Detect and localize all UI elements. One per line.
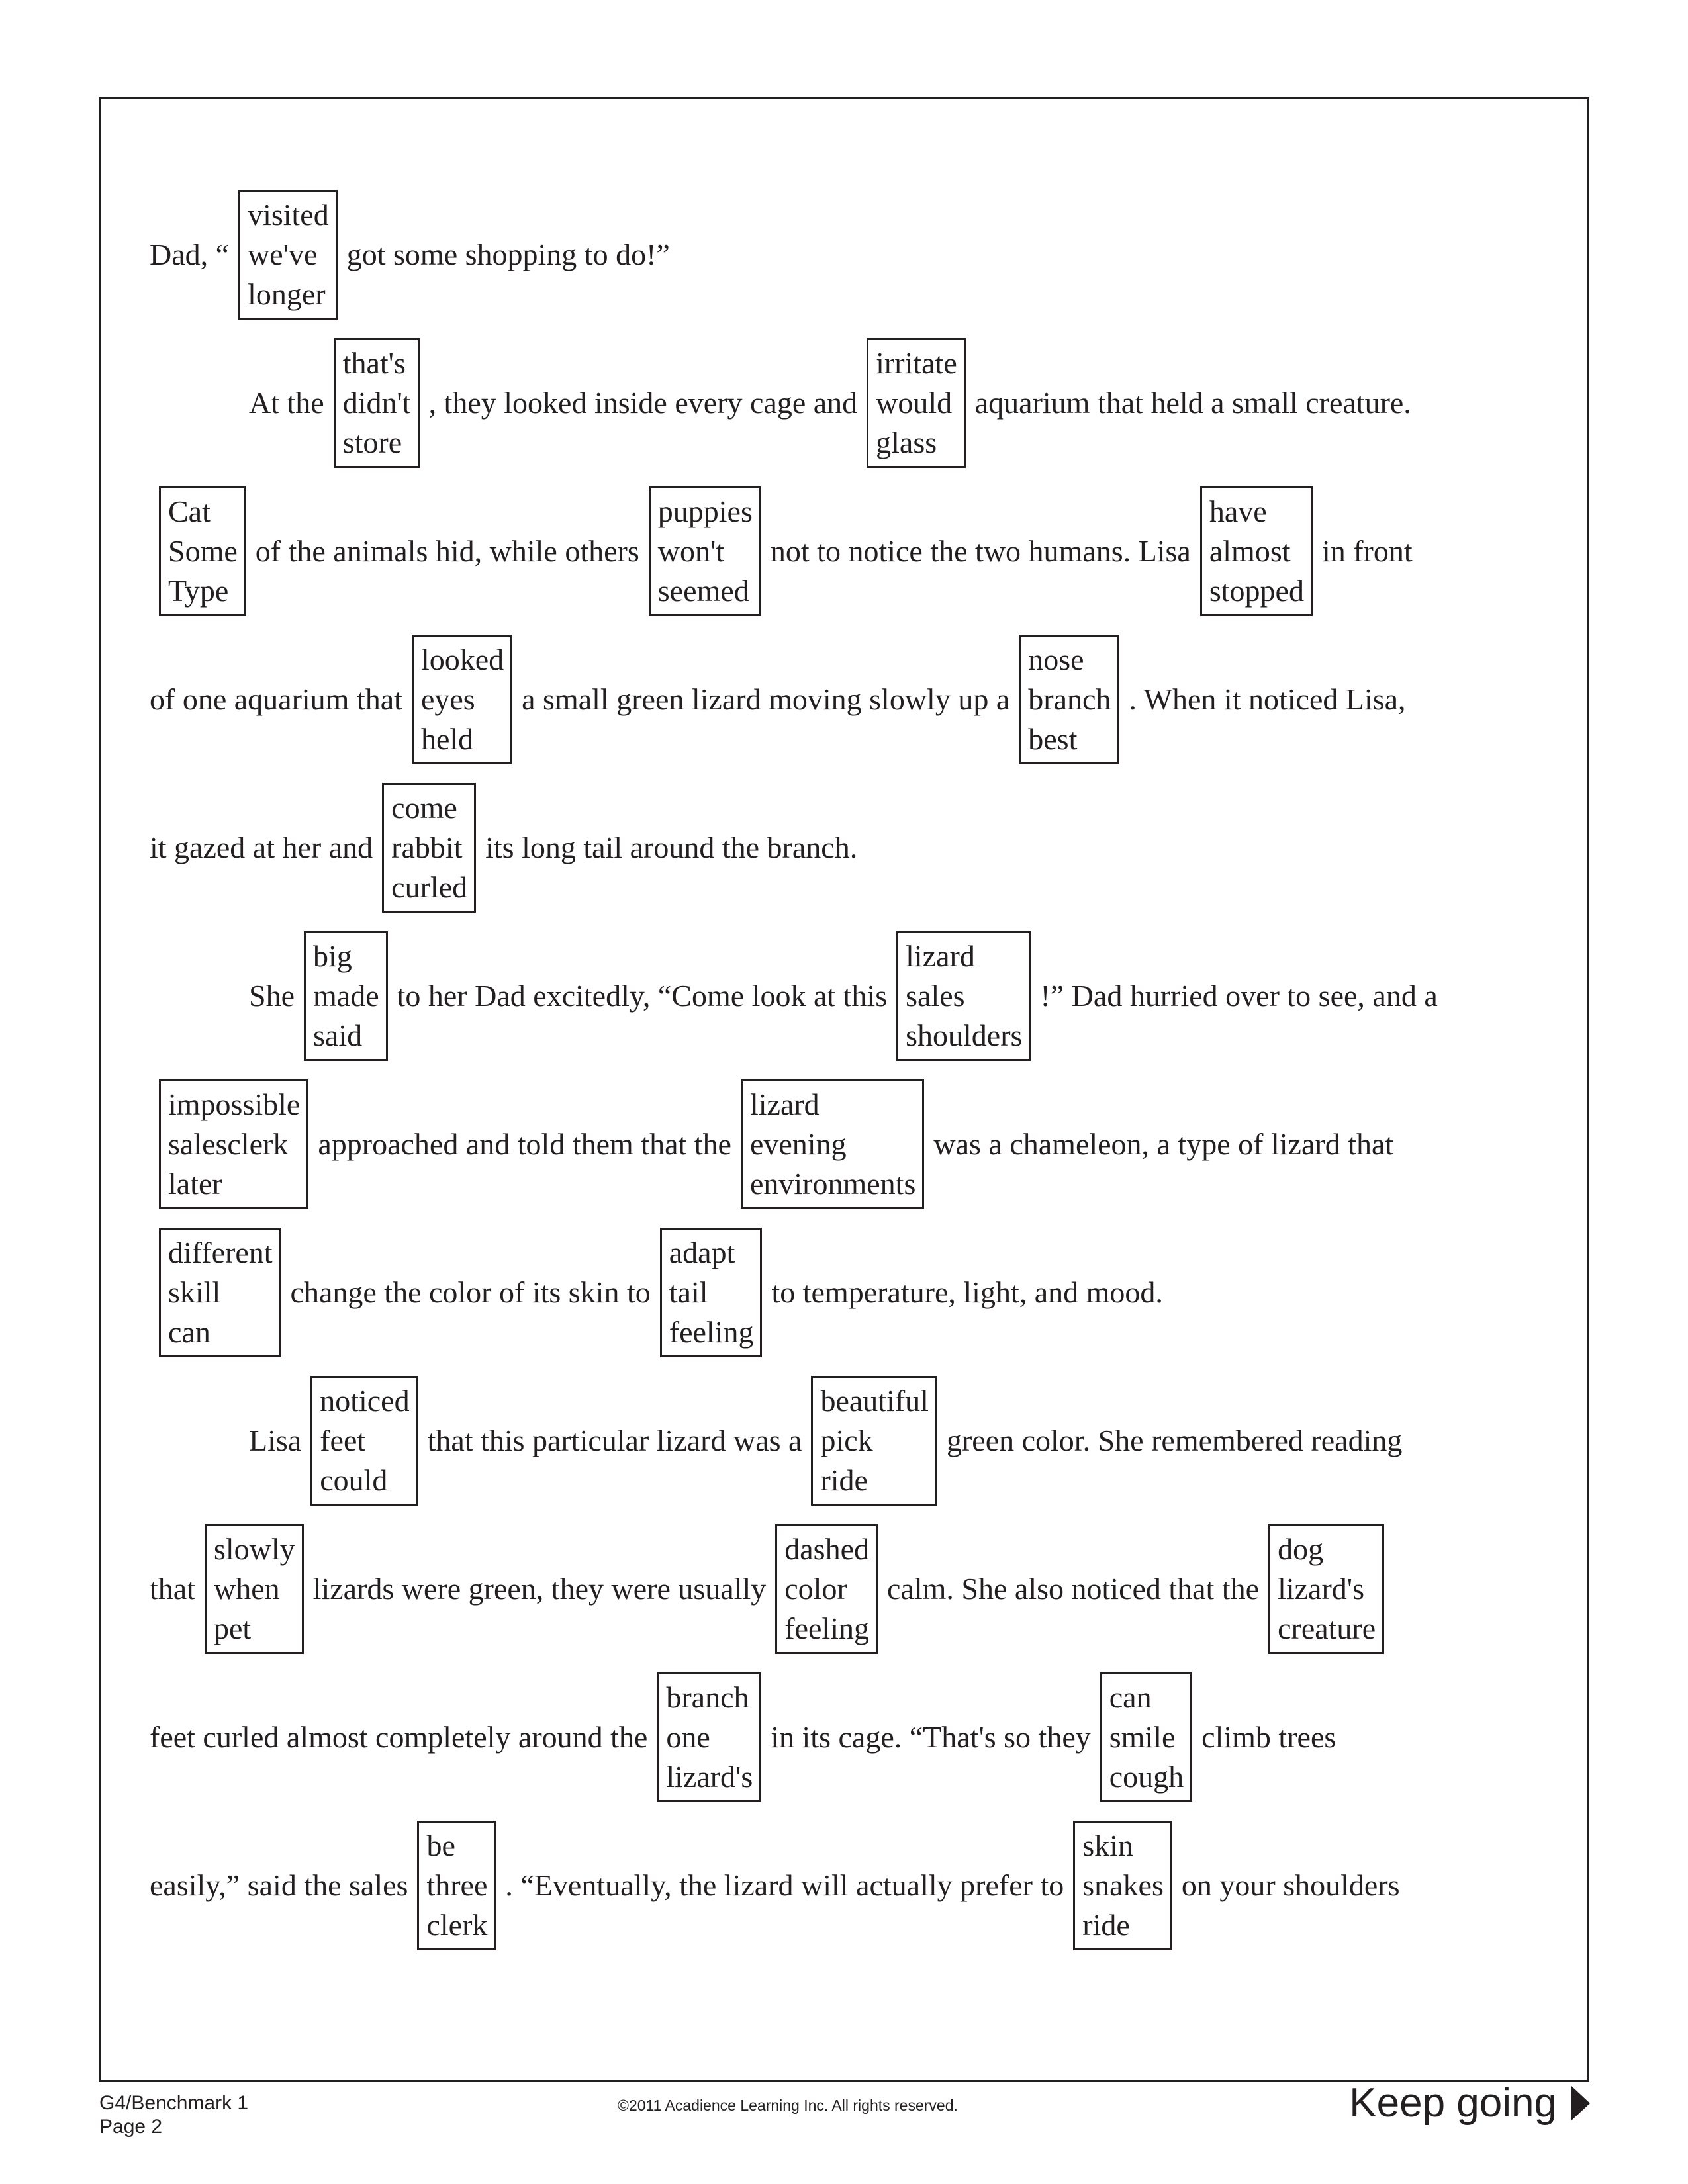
maze-choice-option[interactable]: be [426, 1829, 455, 1862]
maze-choice-box[interactable] [1073, 1821, 1172, 1950]
maze-choice-option[interactable]: held [420, 722, 474, 756]
maze-choice-option[interactable]: feet [320, 1424, 366, 1457]
passage-line [150, 783, 857, 913]
maze-choice-option[interactable]: lizard's [1278, 1572, 1364, 1606]
maze-choice-option[interactable]: lizard's [666, 1760, 753, 1794]
maze-choice-option[interactable]: puppies [657, 494, 753, 528]
maze-choice-option[interactable]: big [313, 939, 352, 973]
maze-choice-option[interactable]: come [391, 791, 457, 825]
maze-choice-option[interactable]: lizard [749, 1087, 820, 1121]
maze-choice-box[interactable] [1100, 1672, 1192, 1802]
passage-text: . When it noticed Lisa, [1129, 682, 1406, 716]
passage-text: it gazed at her and [150, 831, 373, 864]
maze-choice-option[interactable]: eyes [420, 682, 475, 716]
maze-choice-option[interactable]: dashed [784, 1532, 870, 1566]
maze-choice-option[interactable]: said [313, 1019, 363, 1052]
maze-choice-option[interactable]: later [168, 1167, 222, 1201]
maze-choice-option[interactable]: Some [168, 534, 238, 568]
maze-choice-box[interactable] [334, 338, 420, 468]
maze-choice-box[interactable] [412, 635, 512, 764]
maze-choice-box[interactable] [775, 1524, 878, 1654]
passage-text: Dad, “ [150, 238, 230, 271]
maze-choice-box[interactable] [417, 1821, 496, 1950]
passage-text: its long tail around the branch. [485, 831, 858, 864]
keep-going-indicator [1349, 2079, 1590, 2126]
maze-choice-option[interactable]: won't [657, 534, 725, 568]
maze-choice-option[interactable]: when [213, 1572, 280, 1606]
maze-choice-option[interactable]: longer [248, 277, 326, 311]
passage-line [150, 1821, 1400, 1950]
maze-choice-box[interactable] [741, 1079, 924, 1209]
page-number: Page 2 [99, 2116, 163, 2138]
maze-choice-option[interactable]: skin [1082, 1829, 1133, 1862]
maze-choice-option[interactable]: rabbit [391, 831, 463, 864]
maze-choice-option[interactable]: cough [1109, 1760, 1184, 1794]
maze-choice-option[interactable]: can [1109, 1680, 1152, 1714]
maze-choice-option[interactable]: smile [1109, 1720, 1176, 1754]
maze-choice-option[interactable]: seemed [657, 574, 749, 608]
passage-text: easily,” said the sales [150, 1868, 408, 1902]
maze-choice-box[interactable] [867, 338, 966, 468]
passage-line [150, 190, 670, 320]
maze-choice-option[interactable]: noticed [320, 1384, 410, 1418]
maze-choice-option[interactable]: dog [1278, 1532, 1324, 1566]
maze-choice-option[interactable]: beautiful [820, 1384, 929, 1418]
passage-text: lizards were green, they were usually [312, 1572, 767, 1606]
maze-choice-option[interactable]: that's [342, 346, 406, 380]
maze-choice-option[interactable]: clerk [426, 1908, 488, 1942]
maze-choice-box[interactable] [159, 486, 246, 616]
maze-choice-option[interactable]: tail [669, 1275, 708, 1309]
maze-choice-option[interactable]: have [1209, 494, 1267, 528]
maze-choice-option[interactable]: skill [168, 1275, 221, 1309]
maze-choice-option[interactable]: salesclerk [168, 1127, 289, 1161]
passage-text: climb trees [1201, 1720, 1336, 1754]
maze-choice-option[interactable]: curled [391, 870, 468, 904]
maze-choice-option[interactable]: made [313, 979, 379, 1013]
passage-text: She [249, 979, 295, 1013]
maze-choice-option[interactable]: evening [749, 1127, 847, 1161]
maze-choice-option[interactable]: can [168, 1315, 211, 1349]
maze-choice-option[interactable]: nose [1028, 643, 1084, 676]
maze-choice-option[interactable]: creature [1278, 1612, 1376, 1645]
passage-text: that this particular lizard was a [427, 1424, 802, 1457]
maze-choice-box[interactable] [205, 1524, 304, 1654]
passage-text: got some shopping to do!” [346, 238, 670, 271]
passage-text: a small green lizard moving slowly up a [522, 682, 1010, 716]
passage-line [249, 1376, 1402, 1506]
maze-choice-option[interactable]: glass [876, 426, 937, 459]
passage-text: was a chameleon, a type of lizard that [933, 1127, 1394, 1161]
maze-choice-box[interactable] [238, 190, 338, 320]
passage-text: . “Eventually, the lizard will actually prefer to [505, 1868, 1064, 1902]
keep-going-label: Keep going [1349, 2080, 1557, 2126]
maze-choice-box[interactable] [1019, 635, 1119, 764]
maze-choice-box[interactable] [896, 931, 1031, 1061]
passage-text: Lisa [249, 1424, 302, 1457]
passage-line [150, 1079, 1393, 1209]
maze-choice-option[interactable]: sales [906, 979, 965, 1013]
maze-choice-option[interactable]: shoulders [906, 1019, 1023, 1052]
copyright-notice: ©2011 Acadience Learning Inc. All rights reserved. [618, 2097, 958, 2114]
passage-text: to her Dad excitedly, “Come look at this [397, 979, 888, 1013]
maze-choice-option[interactable]: irritate [876, 346, 957, 380]
maze-choice-option[interactable]: didn't [342, 386, 411, 420]
maze-choice-box[interactable] [657, 1672, 761, 1802]
maze-choice-option[interactable]: ride [1082, 1908, 1130, 1942]
maze-choice-option[interactable]: impossible [168, 1087, 301, 1121]
maze-choice-option[interactable]: Type [168, 574, 229, 608]
maze-choice-option[interactable]: one [666, 1720, 710, 1754]
maze-choice-option[interactable]: could [320, 1463, 388, 1497]
maze-choice-option[interactable]: feeling [784, 1612, 869, 1645]
passage-line [249, 931, 1438, 1061]
passage-text: calm. She also noticed that the [887, 1572, 1260, 1606]
footer-form-info [99, 2091, 248, 2139]
maze-choice-box[interactable] [1200, 486, 1313, 616]
maze-choice-option[interactable]: Cat [168, 494, 211, 528]
maze-choice-option[interactable]: feeling [669, 1315, 754, 1349]
maze-choice-option[interactable]: color [784, 1572, 847, 1606]
maze-choice-option[interactable]: pet [213, 1612, 252, 1645]
passage-text: in its cage. “That's so they [771, 1720, 1091, 1754]
passage-line [150, 1228, 1163, 1357]
form-id: G4/Benchmark 1 [99, 2092, 249, 2114]
maze-choice-option[interactable]: environments [749, 1167, 916, 1201]
passage-text: approached and told them that the [318, 1127, 731, 1161]
maze-choice-option[interactable]: store [342, 426, 402, 459]
maze-choice-option[interactable]: pick [820, 1424, 873, 1457]
passage-text: on your shoulders [1181, 1868, 1400, 1902]
maze-choice-option[interactable]: looked [420, 643, 504, 676]
maze-choice-box[interactable] [811, 1376, 937, 1506]
passage-text: , they looked inside every cage and [428, 386, 858, 420]
maze-choice-box[interactable] [382, 783, 476, 913]
passage-text: that [150, 1572, 195, 1606]
maze-choice-option[interactable]: adapt [669, 1236, 735, 1269]
maze-choice-box[interactable] [649, 486, 761, 616]
passage-text: aquarium that held a small creature. [974, 386, 1411, 420]
maze-choice-box[interactable] [159, 1228, 281, 1357]
maze-choice-box[interactable] [310, 1376, 418, 1506]
passage-text: At the [249, 386, 324, 420]
maze-choice-option[interactable]: best [1028, 722, 1078, 756]
passage-text: !” Dad hurried over to see, and a [1040, 979, 1438, 1013]
passage-text: green color. She remembered reading [946, 1424, 1403, 1457]
passage-line [249, 338, 1411, 468]
passage-text: of one aquarium that [150, 682, 402, 716]
maze-choice-option[interactable]: different [168, 1236, 273, 1269]
passage-line [150, 486, 1413, 616]
passage-text: to temperature, light, and mood. [771, 1275, 1163, 1309]
passage-text: change the color of its skin to [290, 1275, 651, 1309]
passage-text: of the animals hid, while others [255, 534, 639, 568]
maze-choice-box[interactable] [1268, 1524, 1384, 1654]
maze-choice-box[interactable] [660, 1228, 763, 1357]
maze-choice-option[interactable]: almost [1209, 534, 1291, 568]
maze-choice-option[interactable]: branch [666, 1680, 749, 1714]
maze-choice-option[interactable]: branch [1028, 682, 1111, 716]
passage-text: in front [1321, 534, 1413, 568]
right-triangle-arrow-icon [1571, 2086, 1590, 2120]
maze-choice-option[interactable]: stopped [1209, 574, 1304, 608]
maze-choice-option[interactable]: three [426, 1868, 488, 1902]
passage-text: feet curled almost completely around the [150, 1720, 648, 1754]
maze-choice-option[interactable]: we've [248, 238, 318, 271]
maze-choice-option[interactable]: slowly [213, 1532, 295, 1566]
maze-choice-option[interactable]: ride [820, 1463, 868, 1497]
passage-line [150, 1524, 1393, 1654]
passage-line [150, 1672, 1336, 1802]
passage-line [150, 635, 1406, 764]
maze-choice-box[interactable] [304, 931, 388, 1061]
maze-choice-option[interactable]: lizard [906, 939, 975, 973]
passage-text: not to notice the two humans. Lisa [770, 534, 1191, 568]
maze-choice-option[interactable]: snakes [1082, 1868, 1164, 1902]
maze-choice-option[interactable]: would [876, 386, 953, 420]
maze-choice-box[interactable] [159, 1079, 308, 1209]
maze-choice-option[interactable]: visited [248, 198, 329, 232]
